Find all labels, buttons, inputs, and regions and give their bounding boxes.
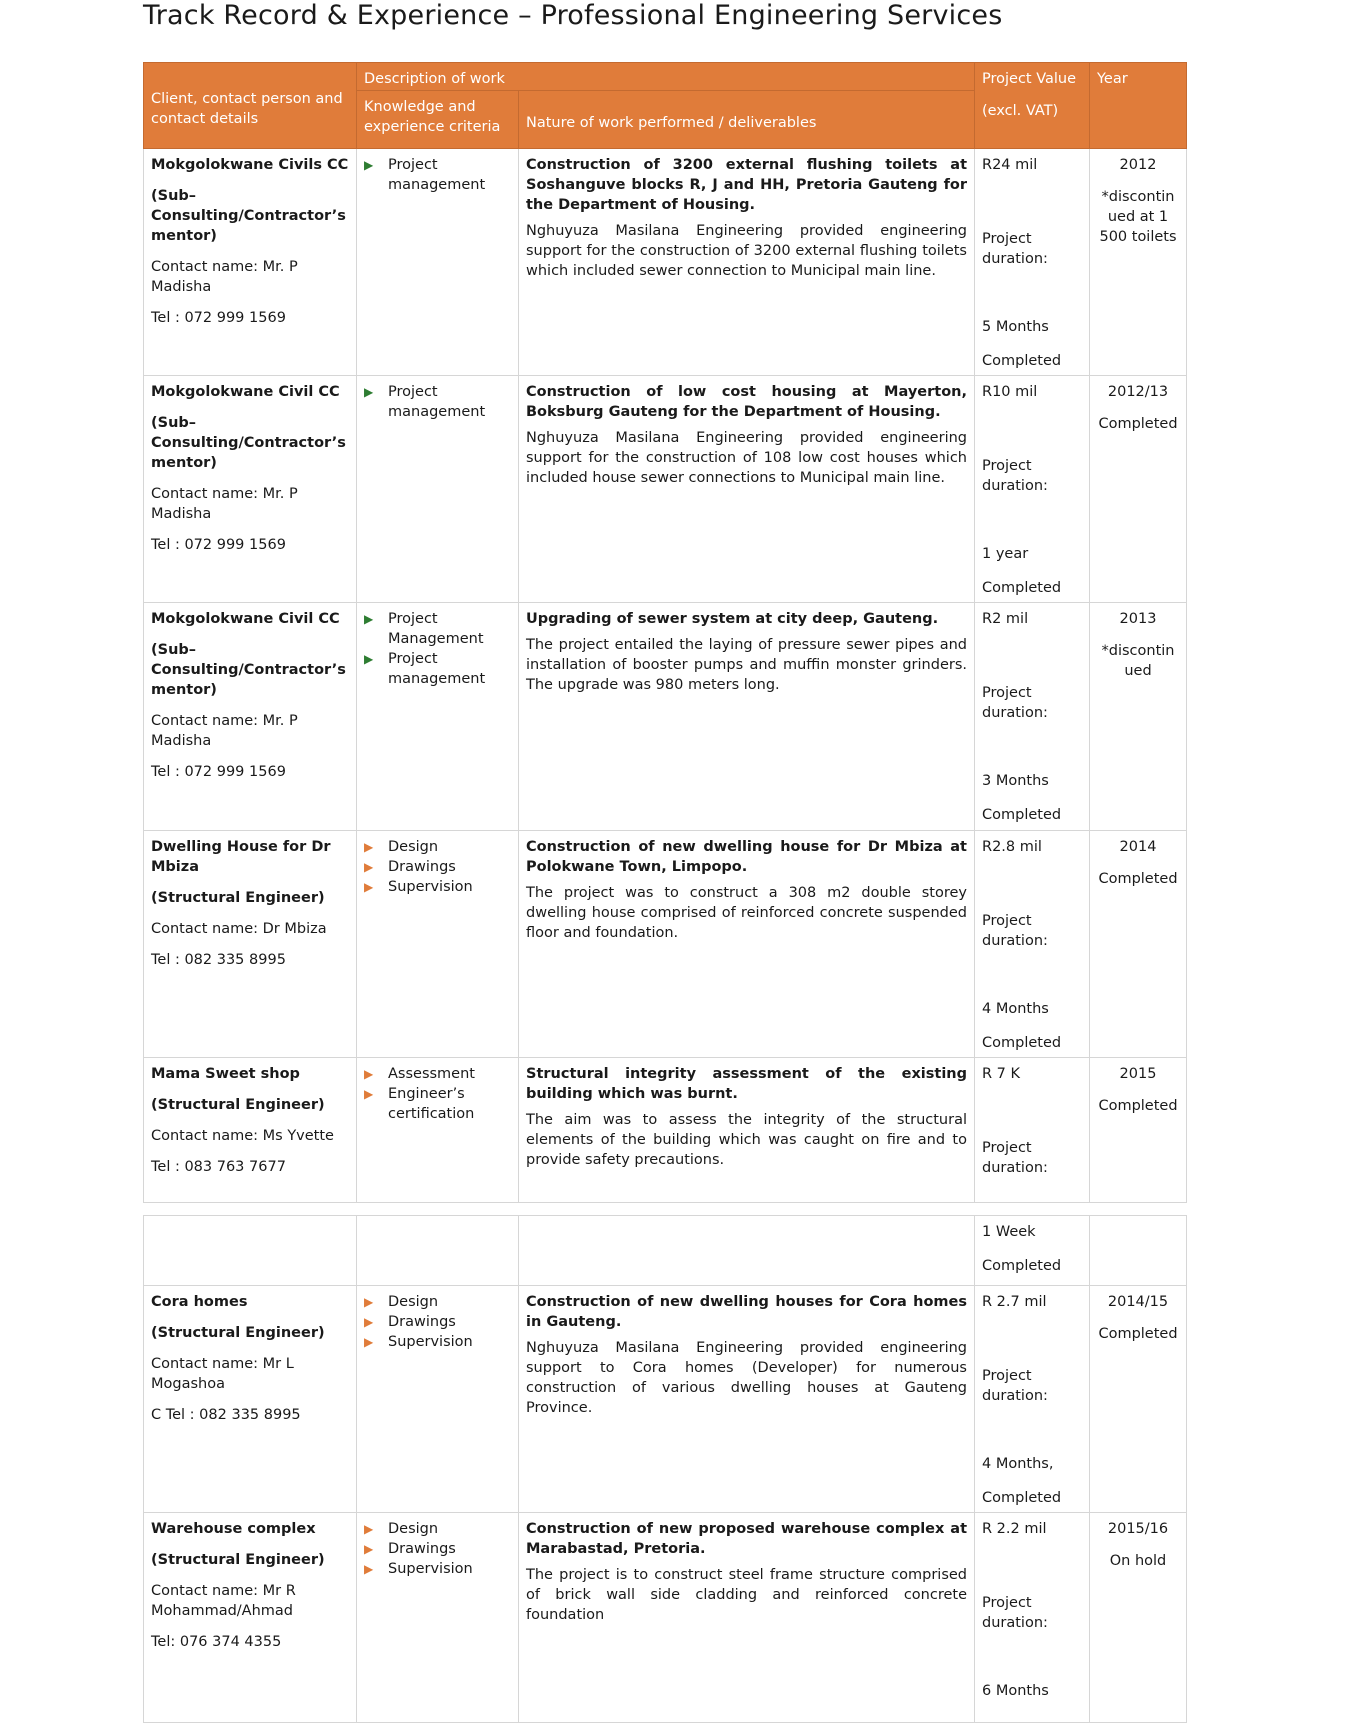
project-heading: Construction of low cost housing at Mayerton, Boksburg Gauteng for the Department of Housing. (526, 384, 967, 420)
project-value: R 2.2 mil (982, 1521, 1047, 1537)
description-cell (519, 603, 975, 831)
project-body: The project is to construct steel frame structure comprised of brick wall side cladding and reinforced concrete foundation (526, 1567, 967, 1623)
description-cell (519, 1058, 975, 1203)
project-duration-value: 3 Months (982, 773, 1049, 789)
table-row (144, 603, 1187, 831)
year-cell (1090, 1513, 1187, 1723)
criteria-item (364, 382, 511, 422)
project-duration-value: 1 Week (982, 1224, 1036, 1240)
project-heading: Construction of 3200 external flushing toilets at Soshanguve blocks R, J and HH, Pretoria Gauteng for the Department of Housing. (526, 157, 967, 213)
year-cell (1090, 376, 1187, 603)
bullet-arrow-icon: ▶ (364, 1542, 374, 1556)
contact-name: Contact name: Mr R Mohammad/Ahmad (151, 1583, 296, 1619)
value-cell (975, 376, 1090, 603)
criteria-cell (357, 603, 519, 831)
project-year-note: Completed (1098, 871, 1178, 887)
year-cell (1090, 1058, 1187, 1203)
contact-name: Contact name: Mr. P Madisha (151, 259, 298, 295)
criteria-label: Design (388, 1521, 439, 1537)
table-row-continuation (144, 1216, 1187, 1286)
contact-tel: Tel : 083 763 7677 (151, 1159, 286, 1175)
criteria-item (364, 1559, 511, 1579)
criteria-item (364, 1519, 511, 1539)
project-duration-value: 1 year (982, 546, 1029, 562)
contact-tel: Tel : 072 999 1569 (151, 310, 286, 326)
bullet-arrow-icon: ▶ (364, 840, 374, 854)
project-heading: Structural integrity assessment of the existing building which was burnt. (526, 1066, 967, 1102)
client-role: (Structural Engineer) (151, 890, 325, 906)
client-cell (144, 603, 357, 831)
table-row (144, 149, 1187, 376)
project-status: Completed (982, 580, 1062, 596)
criteria-item (364, 1332, 511, 1352)
project-year-note: Completed (1098, 1098, 1178, 1114)
client-role: (Structural Engineer) (151, 1325, 325, 1341)
client-name: Mokgolokwane Civil CC (151, 384, 340, 400)
header-year: Year (1090, 63, 1187, 149)
description-cell (519, 831, 975, 1058)
description-cell (519, 376, 975, 603)
bullet-arrow-icon: ▶ (364, 652, 374, 666)
contact-name: Contact name: Mr L Mogashoa (151, 1356, 294, 1392)
criteria-cell (357, 1058, 519, 1203)
contact-name: Contact name: Dr Mbiza (151, 921, 327, 937)
project-body: The project was to construct a 308 m2 double storey dwelling house comprised of reinforced concrete suspended floor and foundation. (526, 885, 967, 941)
project-year: 2013 (1119, 611, 1157, 627)
project-body: Nghuyuza Masilana Engineering provided engineering support to Cora homes (Developer) for numerous construction of various dwelling houses at Gauteng Province. (526, 1340, 967, 1416)
bullet-arrow-icon: ▶ (364, 1562, 374, 1576)
client-name: Mokgolokwane Civil CC (151, 611, 340, 627)
value-cell (975, 149, 1090, 376)
project-duration-label: Project duration: (982, 1368, 1048, 1404)
contact-tel: C Tel : 082 335 8995 (151, 1407, 301, 1423)
header-client: Client, contact person and contact details (144, 63, 357, 149)
description-cell (519, 1513, 975, 1723)
bullet-arrow-icon: ▶ (364, 860, 374, 874)
year-cell (1090, 831, 1187, 1058)
criteria-label: Design (388, 1294, 439, 1310)
table-row (144, 831, 1187, 1058)
value-cell (975, 1058, 1090, 1203)
client-role: (Sub– Consulting/Contractor’s mentor) (151, 415, 346, 471)
client-name: Warehouse complex (151, 1521, 316, 1537)
contact-tel: Tel : 072 999 1569 (151, 764, 286, 780)
project-value: R2.8 mil (982, 839, 1042, 855)
contact-tel: Tel : 072 999 1569 (151, 537, 286, 553)
bullet-arrow-icon: ▶ (364, 1315, 374, 1329)
project-status: Completed (982, 807, 1062, 823)
client-name: Mama Sweet shop (151, 1066, 300, 1082)
contact-name: Contact name: Mr. P Madisha (151, 713, 298, 749)
criteria-label: Engineer’s certification (388, 1086, 475, 1122)
table-header-row (144, 63, 1187, 91)
project-year: 2014/15 (1107, 1294, 1169, 1310)
client-role: (Sub– Consulting/Contractor’s mentor) (151, 188, 346, 244)
table-row (144, 1058, 1187, 1203)
criteria-item (364, 1064, 511, 1084)
client-cell (144, 831, 357, 1058)
client-role: (Sub– Consulting/Contractor’s mentor) (151, 642, 346, 698)
bullet-arrow-icon: ▶ (364, 1335, 374, 1349)
project-value: R2 mil (982, 611, 1029, 627)
client-name: Mokgolokwane Civils CC (151, 157, 349, 173)
criteria-item (364, 609, 511, 649)
project-year: 2015 (1119, 1066, 1157, 1082)
page-title: Track Record & Experience – Professional Engineering Services (143, 0, 1003, 31)
project-status: Completed (982, 353, 1062, 369)
track-record-table (143, 62, 1187, 1203)
bullet-arrow-icon: ▶ (364, 880, 374, 894)
project-duration-label: Project duration: (982, 913, 1048, 949)
project-heading: Construction of new proposed warehouse complex at Marabastad, Pretoria. (526, 1521, 967, 1557)
criteria-label: Project management (388, 651, 486, 687)
contact-tel: Tel: 076 374 4355 (151, 1634, 282, 1650)
criteria-label: Supervision (388, 1334, 473, 1350)
project-duration-value: 4 Months (982, 1001, 1049, 1017)
project-year-note: *discontin ued (1101, 643, 1175, 679)
criteria-label: Supervision (388, 1561, 473, 1577)
criteria-label: Project management (388, 384, 486, 420)
project-duration-label: Project duration: (982, 458, 1048, 494)
project-body: The aim was to assess the integrity of the structural elements of the building which was caught on fire and to provide safety precautions. (526, 1112, 967, 1168)
project-year: 2015/16 (1107, 1521, 1169, 1537)
header-nature: Nature of work performed / deliverables (519, 91, 975, 149)
project-status: Completed (982, 1035, 1062, 1051)
client-cell (144, 1058, 357, 1203)
project-duration-value: 4 Months, (982, 1456, 1054, 1472)
contact-tel: Tel : 082 335 8995 (151, 952, 286, 968)
client-cell (144, 1286, 357, 1513)
value-cell (975, 1286, 1090, 1513)
project-duration-label: Project duration: (982, 231, 1048, 267)
header-description: Description of work (357, 63, 975, 91)
description-cell (519, 1286, 975, 1513)
criteria-label: Project management (388, 157, 486, 193)
criteria-item (364, 857, 511, 877)
client-cell (144, 149, 357, 376)
criteria-item (364, 877, 511, 897)
client-role: (Structural Engineer) (151, 1097, 325, 1113)
client-role: (Structural Engineer) (151, 1552, 325, 1568)
header-knowledge: Knowledge and experience criteria (357, 91, 519, 149)
project-body: The project entailed the laying of pressure sewer pipes and installation of booster pumps and muffin monster grinders. The upgrade was 980 meters long. (526, 637, 967, 693)
project-year: 2012/13 (1107, 384, 1169, 400)
project-duration-value: 5 Months (982, 319, 1049, 335)
description-cell (519, 149, 975, 376)
project-duration-label: Project duration: (982, 1140, 1048, 1176)
criteria-label: Supervision (388, 879, 473, 895)
project-year-note: Completed (1098, 1326, 1178, 1342)
client-cell (144, 1513, 357, 1723)
bullet-arrow-icon: ▶ (364, 1087, 374, 1101)
project-value: R 7 K (982, 1066, 1021, 1082)
bullet-arrow-icon: ▶ (364, 158, 374, 172)
criteria-item (364, 1084, 511, 1124)
year-cell (1090, 149, 1187, 376)
criteria-label: Drawings (388, 1541, 456, 1557)
bullet-arrow-icon: ▶ (364, 1295, 374, 1309)
criteria-cell (357, 831, 519, 1058)
criteria-item (364, 837, 511, 857)
value-cell (975, 1513, 1090, 1723)
client-name: Dwelling House for Dr Mbiza (151, 839, 331, 875)
criteria-item (364, 155, 511, 195)
criteria-cell (357, 1513, 519, 1723)
header-value: Project Value (excl. VAT) (975, 63, 1090, 149)
table-row (144, 1513, 1187, 1723)
criteria-cell (357, 376, 519, 603)
criteria-item (364, 1312, 511, 1332)
criteria-item (364, 649, 511, 689)
criteria-label: Drawings (388, 1314, 456, 1330)
project-year: 2014 (1119, 839, 1157, 855)
project-value: R 2.7 mil (982, 1294, 1047, 1310)
project-status: Completed (982, 1258, 1062, 1274)
project-body: Nghuyuza Masilana Engineering provided engineering support for the construction of 108 low cost houses which included house sewer connections to Municipal main line. (526, 430, 967, 486)
contact-name: Contact name: Mr. P Madisha (151, 486, 298, 522)
project-duration-label: Project duration: (982, 1595, 1048, 1631)
criteria-label: Assessment (388, 1066, 475, 1082)
project-duration-label: Project duration: (982, 685, 1048, 721)
bullet-arrow-icon: ▶ (364, 1067, 374, 1081)
client-cell (144, 376, 357, 603)
contact-name: Contact name: Ms Yvette (151, 1128, 334, 1144)
criteria-item (364, 1539, 511, 1559)
value-cell (975, 831, 1090, 1058)
bullet-arrow-icon: ▶ (364, 612, 374, 626)
year-cell (1090, 1286, 1187, 1513)
project-status: Completed (982, 1490, 1062, 1506)
project-heading: Construction of new dwelling house for Dr Mbiza at Polokwane Town, Limpopo. (526, 839, 967, 875)
criteria-cell (357, 1286, 519, 1513)
value-cell (975, 603, 1090, 831)
project-year-note: *discontin ued at 1 500 toilets (1099, 189, 1177, 245)
criteria-cell (357, 149, 519, 376)
client-name: Cora homes (151, 1294, 248, 1310)
project-year-note: On hold (1109, 1553, 1167, 1569)
project-body: Nghuyuza Masilana Engineering provided engineering support for the construction of 3200 external flushing toilets which included sewer connection to Municipal main line. (526, 223, 967, 279)
project-value: R24 mil (982, 157, 1038, 173)
project-value: R10 mil (982, 384, 1038, 400)
criteria-label: Drawings (388, 859, 456, 875)
criteria-label: Design (388, 839, 439, 855)
bullet-arrow-icon: ▶ (364, 1522, 374, 1536)
year-cell (1090, 603, 1187, 831)
track-record-table-continued (143, 1215, 1187, 1723)
criteria-label: Project Management (388, 611, 484, 647)
project-heading: Upgrading of sewer system at city deep, Gauteng. (526, 611, 939, 627)
project-duration-value: 6 Months (982, 1683, 1049, 1699)
table-row (144, 376, 1187, 603)
project-heading: Construction of new dwelling houses for Cora homes in Gauteng. (526, 1294, 967, 1330)
criteria-item (364, 1292, 511, 1312)
project-year-note: Completed (1098, 416, 1178, 432)
table-row (144, 1286, 1187, 1513)
bullet-arrow-icon: ▶ (364, 385, 374, 399)
project-year: 2012 (1119, 157, 1157, 173)
